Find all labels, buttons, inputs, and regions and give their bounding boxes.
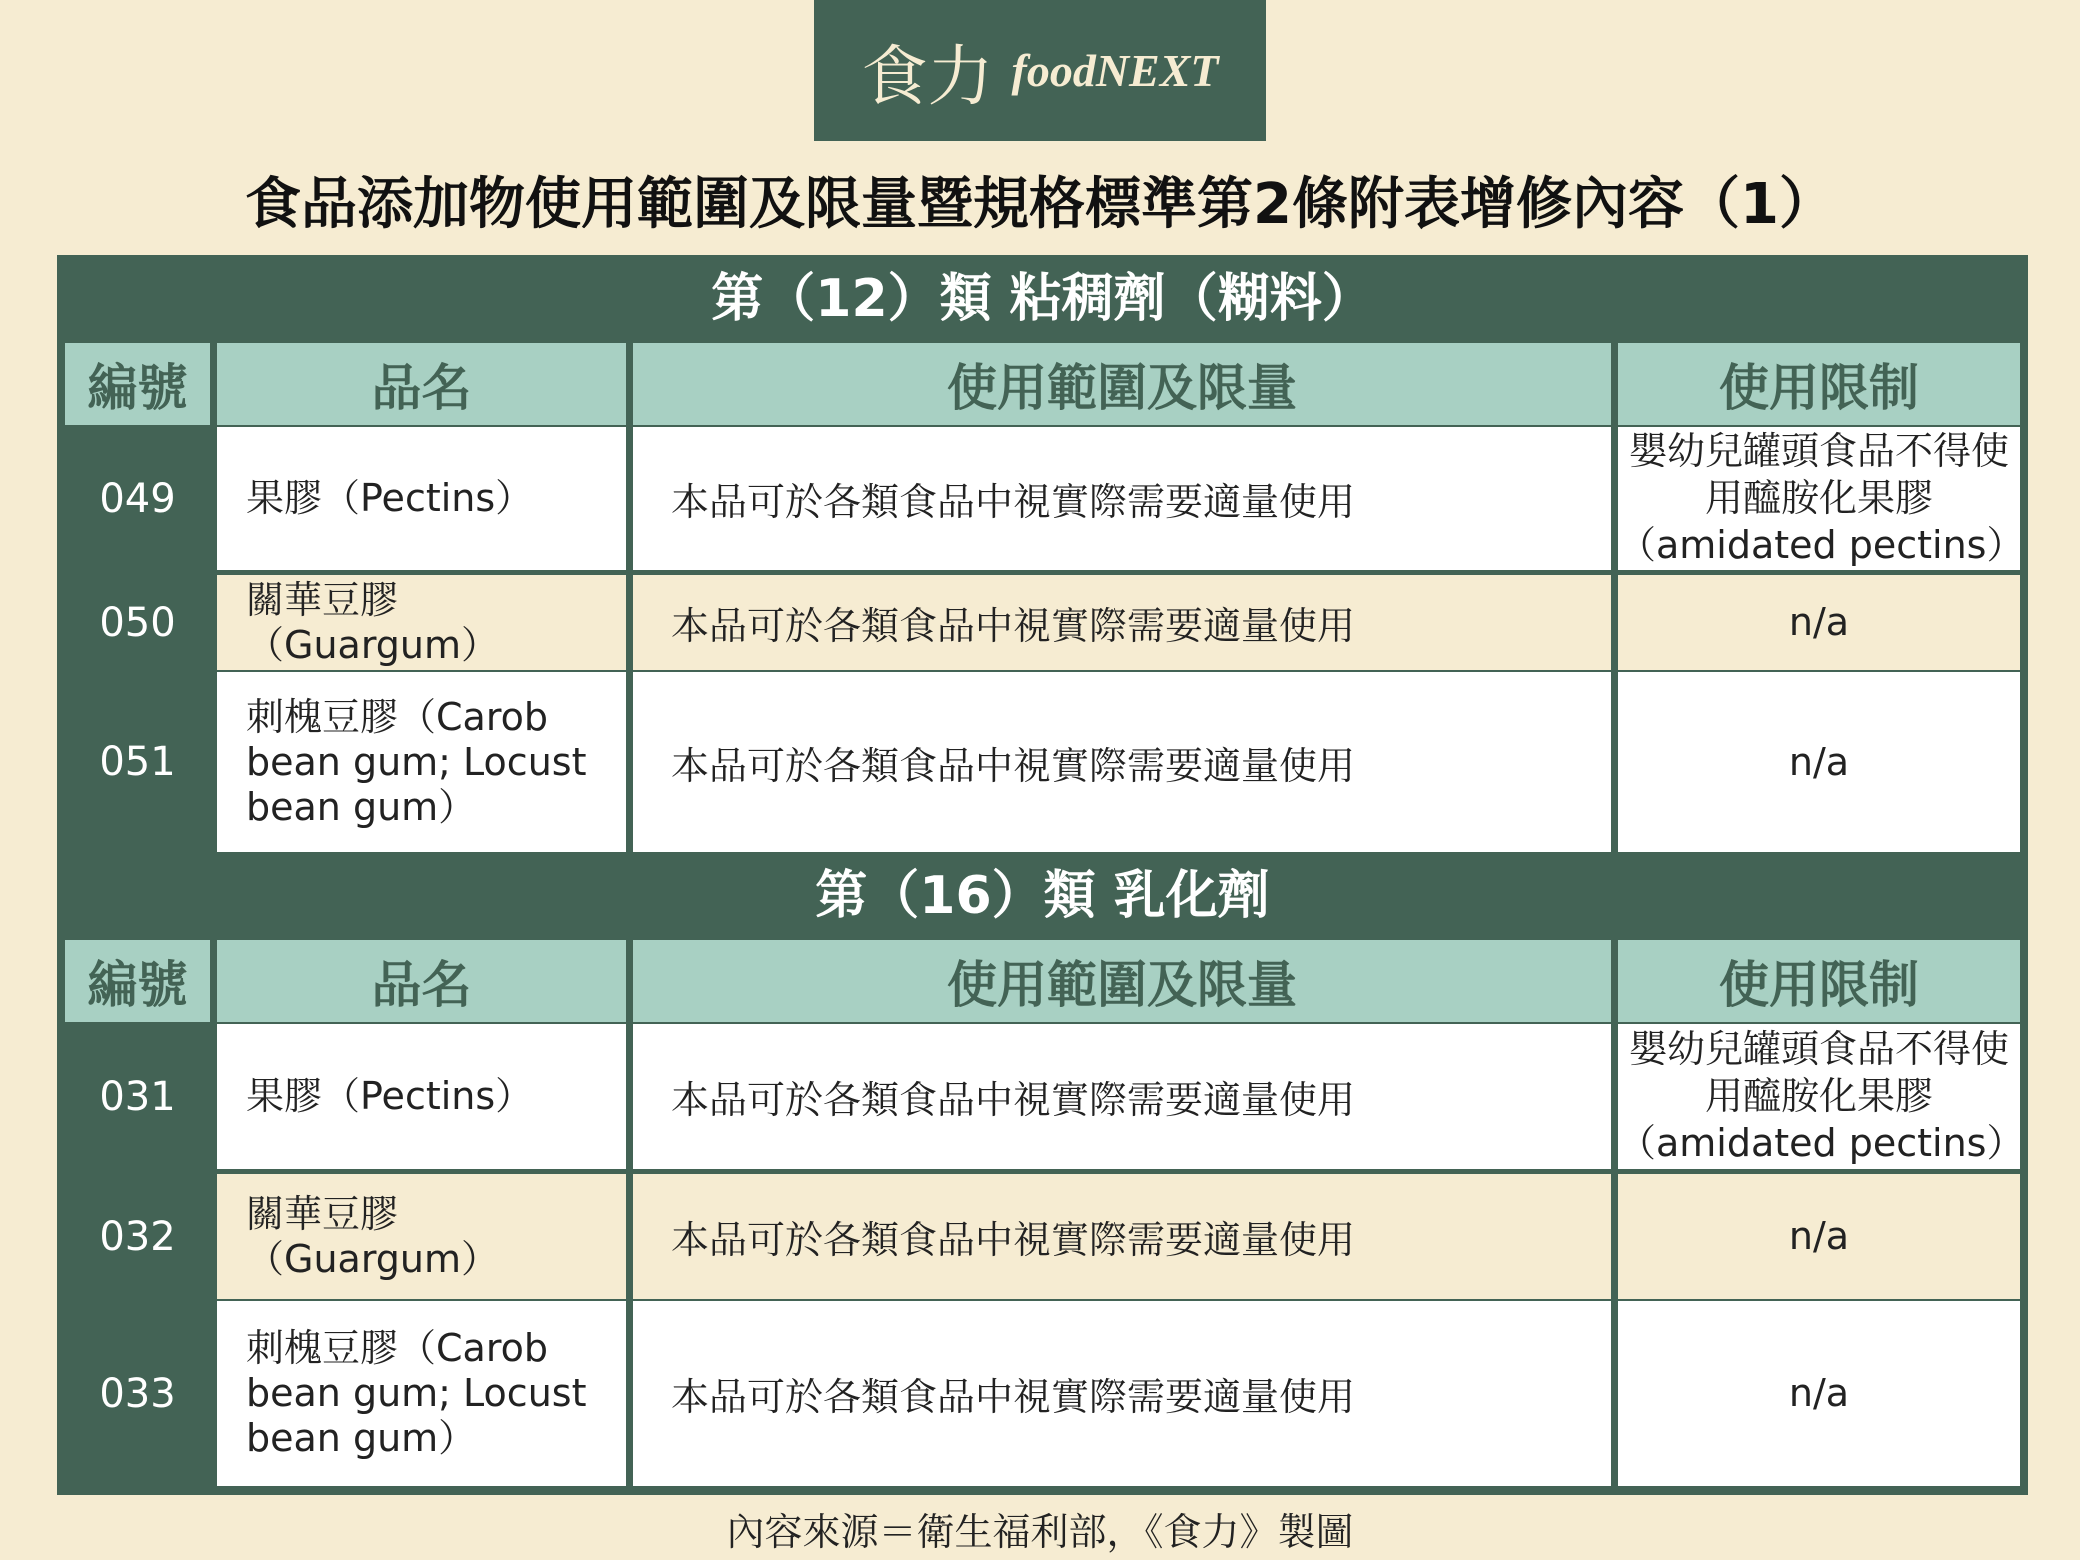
product-name-line: bean gum; Locust	[246, 1371, 587, 1415]
usage-limit-line: 嬰幼兒罐頭食品不得使	[1628, 1027, 2009, 1071]
column-header-no: 編號	[65, 343, 210, 425]
usage-limit-line: （amidated pectins）	[1618, 1121, 2025, 1165]
section-title: 第（12）類 粘稠劑（糊料）	[711, 269, 1374, 329]
column-header-scope: 使用範圍及限量	[633, 343, 1611, 425]
usage-limit-line: 用醯胺化果膠	[1704, 476, 1933, 520]
row-number: 032	[65, 1174, 210, 1299]
column-header-no: 編號	[65, 940, 210, 1022]
usage-scope: 本品可於各類食品中視實際需要適量使用	[633, 427, 1611, 570]
logo-en: foodNEXT	[1011, 45, 1219, 96]
usage-limit-line: n/a	[1788, 739, 1850, 784]
column-header-limit: 使用限制	[1618, 940, 2020, 1022]
column-header-limit: 使用限制	[1618, 343, 2020, 425]
usage-limit	[1618, 1301, 2020, 1486]
usage-limit	[1618, 1174, 2020, 1299]
logo-cn: 食力	[861, 38, 994, 115]
column-header-scope: 使用範圍及限量	[633, 940, 1611, 1022]
usage-scope: 本品可於各類食品中視實際需要適量使用	[633, 1174, 1611, 1299]
product-name-line: bean gum）	[246, 1416, 477, 1460]
product-name-line: 關華豆膠	[246, 1191, 399, 1236]
table-section	[57, 255, 2028, 852]
column-header-name: 品名	[217, 940, 626, 1022]
usage-scope: 本品可於各類食品中視實際需要適量使用	[633, 575, 1611, 670]
usage-limit-line: （amidated pectins）	[1618, 523, 2025, 567]
foodnext-logo	[814, 0, 1266, 141]
row-number: 033	[65, 1301, 210, 1486]
row-number: 050	[65, 575, 210, 670]
usage-limit	[1618, 672, 2020, 852]
product-name-line: （Guargum）	[246, 622, 499, 667]
row-number: 051	[65, 672, 210, 852]
source-note: 內容來源＝衛生福利部，《食力》製圖	[726, 1510, 1354, 1554]
usage-scope: 本品可於各類食品中視實際需要適量使用	[633, 1301, 1611, 1486]
page-title: 食品添加物使用範圍及限量暨規格標準第2條附表增修內容（1）	[245, 172, 1835, 237]
product-name-line: 刺槐豆膠（Carob	[246, 1326, 548, 1370]
product-name	[217, 575, 626, 670]
product-name	[217, 1301, 626, 1486]
usage-limit	[1618, 427, 2025, 570]
product-name-line: 關華豆膠	[246, 577, 399, 622]
product-name	[217, 427, 626, 570]
usage-limit	[1618, 1024, 2025, 1169]
usage-limit-line: n/a	[1788, 600, 1850, 644]
usage-limit	[1618, 575, 2020, 670]
usage-limit-line: 用醯胺化果膠	[1704, 1074, 1933, 1118]
row-number: 031	[65, 1024, 210, 1169]
usage-scope: 本品可於各類食品中視實際需要適量使用	[633, 672, 1611, 852]
product-name	[217, 1174, 626, 1299]
usage-limit-line: 嬰幼兒罐頭食品不得使	[1628, 429, 2009, 473]
product-name-line: bean gum; Locust	[246, 739, 587, 784]
product-name-line: 果膠（Pectins）	[246, 476, 534, 520]
usage-scope: 本品可於各類食品中視實際需要適量使用	[633, 1024, 1611, 1169]
product-name-line: bean gum）	[246, 784, 477, 829]
usage-limit-line: n/a	[1788, 1371, 1850, 1415]
product-name-line: 果膠（Pectins）	[246, 1074, 534, 1118]
product-name-line: 刺槐豆膠（Carob	[246, 694, 548, 739]
table-frame	[57, 255, 2028, 1495]
section-title: 第（16）類 乳化劑	[815, 866, 1270, 926]
column-header-name: 品名	[217, 343, 626, 425]
row-number: 049	[65, 427, 210, 570]
table-section	[57, 852, 2028, 1486]
product-name	[217, 672, 626, 852]
product-name	[217, 1024, 626, 1169]
usage-limit-line: n/a	[1788, 1214, 1850, 1258]
product-name-line: （Guargum）	[246, 1236, 499, 1281]
